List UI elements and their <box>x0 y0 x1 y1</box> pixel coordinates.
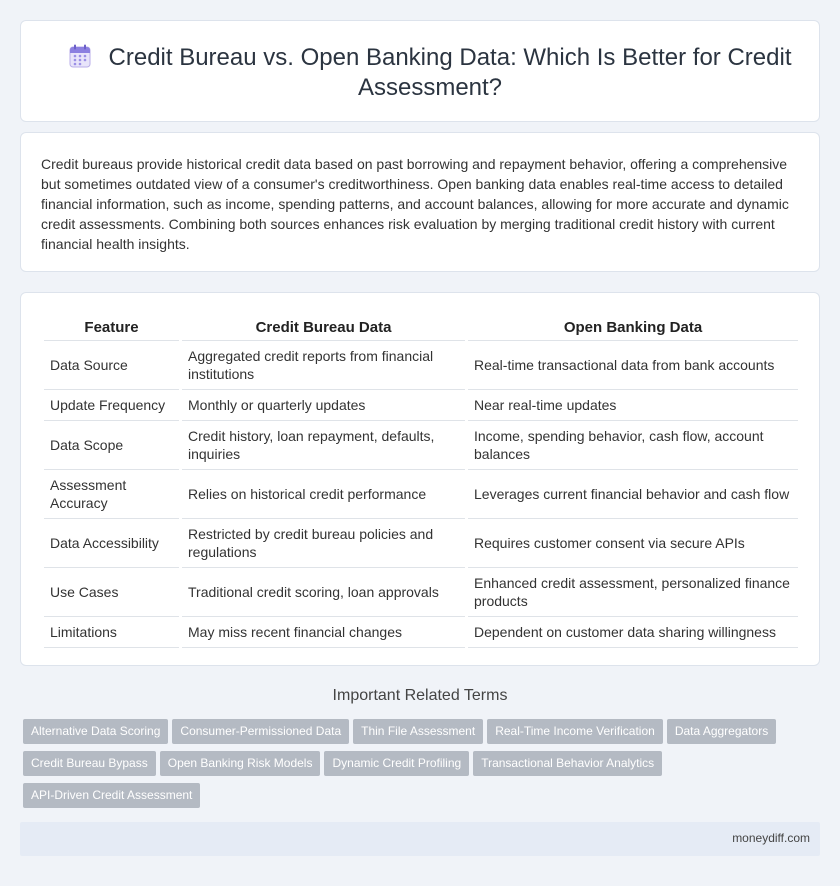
footer-site-link[interactable]: moneydiff.com <box>732 831 810 845</box>
open-banking-cell: Leverages current financial behavior and cash flow <box>468 470 798 519</box>
credit-bureau-cell: May miss recent financial changes <box>182 617 465 648</box>
intro-paragraph: Credit bureaus provide historical credit data based on past borrowing and repayment behavior, offering a comprehensive but sometimes outdated view of a consumer's creditworthiness. Open banking data enables real-time access to detailed financial information, such as income, spending patterns, and account balances, allowing for more accurate and dynamic credit assessments. Combining both sources enhances risk evaluation by merging traditional credit history with current financial health insights. <box>41 156 789 252</box>
title-wrap <box>61 43 799 103</box>
header-feature: Feature <box>44 309 179 341</box>
feature-cell: Data Source <box>44 341 179 390</box>
header-card <box>20 20 820 122</box>
tag-open-banking-risk-models[interactable]: Open Banking Risk Models <box>160 751 321 776</box>
tag-alternative-data-scoring[interactable]: Alternative Data Scoring <box>23 719 168 744</box>
tag-transactional-behavior-analytics[interactable]: Transactional Behavior Analytics <box>473 751 662 776</box>
credit-bureau-cell: Relies on historical credit performance <box>182 470 465 519</box>
tag-api-driven-credit-assessment[interactable]: API-Driven Credit Assessment <box>23 783 200 808</box>
page-title <box>61 43 799 103</box>
calendar-icon <box>69 44 91 68</box>
feature-cell: Use Cases <box>44 568 179 617</box>
related-terms-heading: Important Related Terms <box>332 687 508 704</box>
tag-credit-bureau-bypass[interactable]: Credit Bureau Bypass <box>23 751 156 776</box>
table-row <box>44 421 798 470</box>
open-banking-cell: Enhanced credit assessment, personalized finance products <box>468 568 798 617</box>
header-credit-bureau: Credit Bureau Data <box>182 309 465 341</box>
related-terms-tags <box>23 719 803 815</box>
intro-card <box>20 132 820 272</box>
table-row <box>44 390 798 421</box>
table-row <box>44 470 798 519</box>
credit-bureau-cell: Traditional credit scoring, loan approvals <box>182 568 465 617</box>
table-header-row <box>44 309 798 341</box>
footer <box>20 822 820 856</box>
comparison-table-card <box>20 292 820 666</box>
table-row <box>44 568 798 617</box>
credit-bureau-cell: Aggregated credit reports from financial institutions <box>182 341 465 390</box>
table-row <box>44 617 798 648</box>
tag-real-time-income-verification[interactable]: Real-Time Income Verification <box>487 719 663 744</box>
header-open-banking: Open Banking Data <box>468 309 798 341</box>
table-row <box>44 519 798 568</box>
credit-bureau-cell: Credit history, loan repayment, defaults, inquiries <box>182 421 465 470</box>
table-row <box>44 341 798 390</box>
tag-data-aggregators[interactable]: Data Aggregators <box>667 719 776 744</box>
feature-cell: Data Accessibility <box>44 519 179 568</box>
feature-cell: Limitations <box>44 617 179 648</box>
tag-dynamic-credit-profiling[interactable]: Dynamic Credit Profiling <box>324 751 469 776</box>
open-banking-cell: Requires customer consent via secure APIs <box>468 519 798 568</box>
page-title-text: Credit Bureau vs. Open Banking Data: Which Is Better for Credit Assessment? <box>108 44 792 101</box>
open-banking-cell: Real-time transactional data from bank accounts <box>468 341 798 390</box>
feature-cell: Assessment Accuracy <box>44 470 179 519</box>
tag-thin-file-assessment[interactable]: Thin File Assessment <box>353 719 483 744</box>
tag-consumer-permissioned-data[interactable]: Consumer-Permissioned Data <box>172 719 349 744</box>
credit-bureau-cell: Restricted by credit bureau policies and regulations <box>182 519 465 568</box>
feature-cell: Data Scope <box>44 421 179 470</box>
open-banking-cell: Near real-time updates <box>468 390 798 421</box>
open-banking-cell: Dependent on customer data sharing willingness <box>468 617 798 648</box>
credit-bureau-cell: Monthly or quarterly updates <box>182 390 465 421</box>
open-banking-cell: Income, spending behavior, cash flow, account balances <box>468 421 798 470</box>
feature-cell: Update Frequency <box>44 390 179 421</box>
comparison-table <box>41 309 801 648</box>
